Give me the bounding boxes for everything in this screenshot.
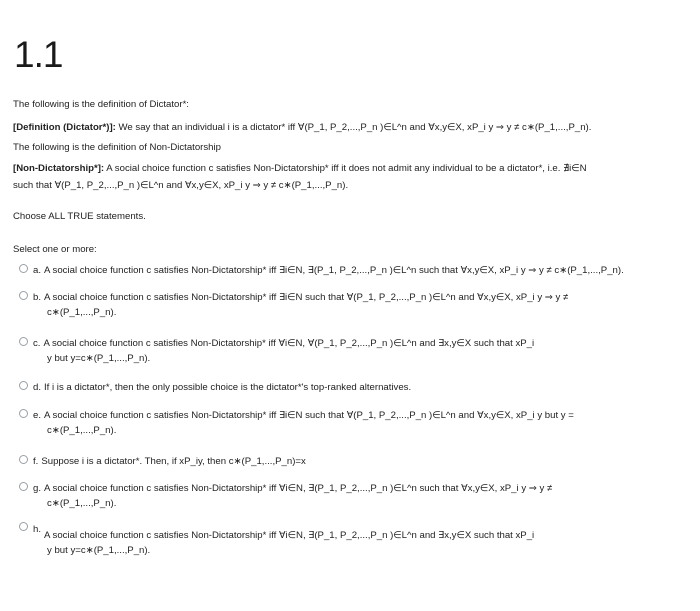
option-checkbox[interactable] (19, 522, 28, 531)
definition-text: We say that an individual i is a dictator* iff ∀(P_1, P_2,...,P_n )∈L^n and ∀x,y∈X, xP_i y ⇒ y ≠ c∗(P_1,...,P_n). (115, 122, 592, 133)
instruction: Choose ALL TRUE statements. (13, 211, 146, 222)
option-text (33, 409, 574, 438)
option-checkbox[interactable] (19, 482, 28, 491)
intro-dictator: The following is the definition of Dictator*: (13, 99, 189, 110)
option-line: y but y=c∗(P_1,...,P_n). (47, 544, 151, 556)
option-letter: c. (33, 338, 41, 349)
option-letter: f. (33, 456, 39, 467)
option-letter: b. (33, 292, 42, 303)
option-checkbox[interactable] (19, 291, 28, 300)
question-number: 1.1 (14, 34, 63, 75)
nondict-label: [Non-Dictatorship*]: (13, 163, 105, 174)
definition-nondictatorship (13, 163, 587, 175)
option-line: A social choice function c satisfies Non-Dictatorship* iff ∃i∈N such that ∀(P_1, P_2,...,P_n )∈L^n and ∀x,y∈X, xP_i y ⇒ y ≠ (44, 292, 569, 303)
option-line: c∗(P_1,...,P_n). (47, 424, 117, 436)
option-checkbox[interactable] (19, 381, 28, 390)
option-checkbox[interactable] (19, 337, 28, 346)
option-text (33, 524, 535, 558)
option-line: A social choice function c satisfies Non-Dictatorship* iff ∃i∈N, ∃(P_1, P_2,...,P_n )∈L^n such that ∀x,y∈X, xP_i y ⇒ y ≠ c∗(P_1,...,P_n). (44, 265, 624, 276)
option-line: Suppose i is a dictator*. Then, if xP_iy, then c∗(P_1,...,P_n)=x (41, 456, 306, 467)
option-line: If i is a dictator*, then the only possible choice is the dictator*'s top-ranked alternatives. (44, 382, 412, 393)
option-line: A social choice function c satisfies Non-Dictatorship* iff ∃i∈N such that ∀(P_1, P_2,...,P_n )∈L^n and ∀x,y∈X, xP_i y but y = (44, 410, 574, 421)
option-text (33, 337, 534, 366)
option-letter: e. (33, 410, 42, 421)
option-letter: g. (33, 483, 42, 494)
intro-nondictatorship: The following is the definition of Non-Dictatorship (13, 142, 221, 153)
option-letter: a. (33, 265, 42, 276)
definition-dictator (13, 122, 591, 134)
option-text (33, 381, 411, 396)
option-checkbox[interactable] (19, 264, 28, 273)
nondict-text-line2: such that ∀(P_1, P_2,...,P_n )∈L^n and ∀x,y∈X, xP_i y ⇒ y ≠ c∗(P_1,...,P_n). (13, 180, 349, 191)
option-line: c∗(P_1,...,P_n). (47, 497, 117, 509)
nondict-text-line1: A social choice function c satisfies Non-Dictatorship* iff it does not admit any individual to be a dictator*, i.e. ∄i∈N (104, 163, 587, 174)
option-text (33, 264, 624, 279)
select-prompt: Select one or more: (13, 244, 97, 255)
definition-label: [Definition (Dictator*)]: (13, 122, 116, 133)
option-line: A social choice function c satisfies Non-Dictatorship* iff ∀i∈N, ∃(P_1, P_2,...,P_n )∈L^n and ∃x,y∈X such that xP_i (44, 530, 535, 541)
option-text (33, 291, 568, 320)
option-checkbox[interactable] (19, 455, 28, 464)
option-text (33, 455, 306, 470)
option-letter: d. (33, 382, 42, 393)
option-line: y but y=c∗(P_1,...,P_n). (47, 352, 151, 364)
option-text (33, 482, 552, 511)
option-line: A social choice function c satisfies Non-Dictatorship* iff ∀i∈N, ∀(P_1, P_2,...,P_n )∈L^n and ∃x,y∈X such that xP_i (43, 338, 535, 349)
option-checkbox[interactable] (19, 409, 28, 418)
option-letter: h. (33, 524, 42, 535)
option-line: A social choice function c satisfies Non-Dictatorship* iff ∀i∈N, ∃(P_1, P_2,...,P_n )∈L^n such that ∀x,y∈X, xP_i y ⇒ y ≠ (44, 483, 553, 494)
option-line: c∗(P_1,...,P_n). (47, 306, 117, 318)
